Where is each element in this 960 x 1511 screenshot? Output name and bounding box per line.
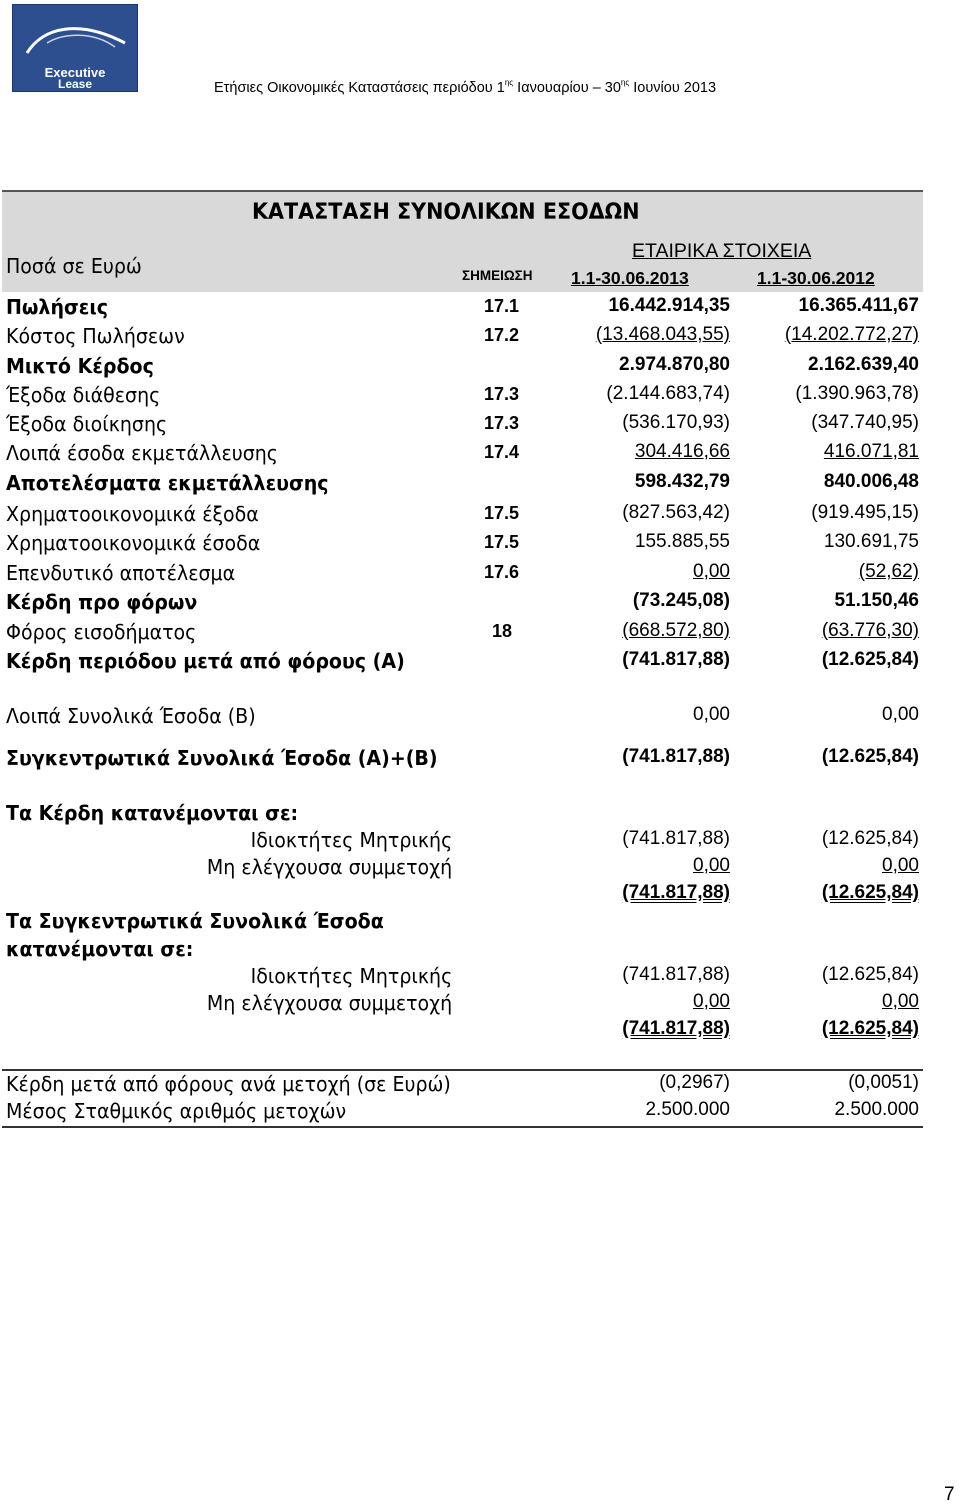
company-logo xyxy=(12,4,138,92)
row-value-2012: 0,00 xyxy=(882,855,919,876)
row-label: Μικτό Κέρδος xyxy=(6,354,154,378)
row-label: Φόρος εισοδήματος xyxy=(6,620,197,644)
company-data-header: ΕΤΑΙΡΙΚΑ ΣΤΟΙΧΕΙΑ xyxy=(632,240,812,262)
row-value-2012: 2.162.639,40 xyxy=(808,354,919,375)
row-value-2012: 0,00 xyxy=(882,991,919,1012)
statement-row xyxy=(0,531,960,559)
statement-row xyxy=(0,1072,960,1100)
row-value-2013: 598.432,79 xyxy=(634,471,730,492)
statement-row xyxy=(0,502,960,530)
row-value-2013: (2.144.683,74) xyxy=(606,383,730,404)
row-label: Κέρδη προ φόρων xyxy=(6,590,198,614)
page-number: 7 xyxy=(944,1484,955,1505)
section-label: Τα Συγκεντρωτικά Συνολικά Έσοδα xyxy=(6,909,384,933)
row-total-2012: (12.625,84) xyxy=(821,882,919,903)
statement-row xyxy=(0,383,960,411)
statement-row xyxy=(0,649,960,677)
header-sup-2: ης xyxy=(620,78,630,87)
row-value-2012: (347.740,95) xyxy=(811,412,919,433)
row-value-2012: (52,62) xyxy=(858,561,919,582)
header-sup-1: ης xyxy=(504,78,514,87)
statement-row xyxy=(0,561,960,589)
section-label: Τα Κέρδη κατανέμονται σε: xyxy=(6,801,299,825)
row-value-2012: (0,0051) xyxy=(848,1072,919,1093)
row-label: Κέρδη μετά από φόρους ανά μετοχή (σε Ευρώ) xyxy=(6,1072,451,1096)
row-note: 17.6 xyxy=(484,562,520,582)
row-label: Μη ελέγχουσα συμμετοχή xyxy=(206,855,452,879)
statement-row xyxy=(0,882,960,910)
statement-row xyxy=(0,441,960,469)
period-2012-header: 1.1-30.06.2012 xyxy=(757,268,875,288)
row-label: Αποτελέσματα εκμετάλλευσης xyxy=(6,471,329,495)
statement-row xyxy=(0,354,960,382)
row-label: Πωλήσεις xyxy=(6,295,109,319)
row-note: 17.3 xyxy=(484,413,520,433)
row-label: Χρηματοοικονομικά έξοδα xyxy=(6,502,259,526)
statement-row xyxy=(0,295,960,323)
row-value-2013: 304.416,66 xyxy=(634,441,730,462)
statement-row xyxy=(0,324,960,352)
statement-row xyxy=(0,801,960,829)
row-value-2012: (12.625,84) xyxy=(821,828,919,849)
row-note: 18 xyxy=(492,621,513,641)
row-value-2012: (919.495,15) xyxy=(811,502,919,523)
row-label: Χρηματοοικονομικά έσοδα xyxy=(6,531,261,555)
row-value-2012: (63.776,30) xyxy=(821,620,919,641)
logo-text-executive: Executive xyxy=(44,65,106,80)
statement-row xyxy=(0,620,960,648)
row-value-2012: 16.365.411,67 xyxy=(798,295,919,316)
row-value-2012: (12.625,84) xyxy=(821,746,919,767)
statement-row xyxy=(0,855,960,883)
row-total-2012: (12.625,84) xyxy=(821,1018,919,1039)
logo-text-lease: Lease xyxy=(57,77,93,91)
document-header xyxy=(214,78,716,96)
header-text-2: Ιανουαρίου – 30 xyxy=(513,80,621,96)
statement-row xyxy=(0,828,960,856)
statement-row xyxy=(0,412,960,440)
header-text-3: Ιουνίου 2013 xyxy=(629,80,717,96)
row-value-2012: (1.390.963,78) xyxy=(795,383,919,404)
row-value-2013: 0,00 xyxy=(693,561,730,582)
row-label: Επενδυτικό αποτέλεσμα xyxy=(6,561,236,585)
header-text-1: Ετήσιες Οικονομικές Καταστάσεις περιόδου 1 xyxy=(214,80,505,96)
row-value-2012: 416.071,81 xyxy=(823,441,919,462)
row-note: 17.5 xyxy=(484,503,520,523)
row-label: Λοιπά έσοδα εκμετάλλευσης xyxy=(6,441,278,465)
row-total-2013: (741.817,88) xyxy=(622,882,730,903)
row-value-2013: 16.442.914,35 xyxy=(608,295,730,316)
row-value-2012: 51.150,46 xyxy=(834,590,919,611)
row-value-2013: 0,00 xyxy=(693,704,730,725)
row-label: Συγκεντρωτικά Συνολικά Έσοδα (Α)+(Β) xyxy=(6,746,438,770)
row-value-2013: (668.572,80) xyxy=(622,620,730,641)
amounts-label: Ποσά σε Ευρώ xyxy=(6,254,142,278)
row-note: 17.4 xyxy=(484,442,520,462)
row-value-2013: (741.817,88) xyxy=(622,828,730,849)
row-label: Κέρδη περιόδου μετά από φόρους (Α) xyxy=(6,649,405,673)
statement-row xyxy=(0,991,960,1019)
row-value-2013: (536.170,93) xyxy=(622,412,730,433)
row-value-2012: 2.500.000 xyxy=(834,1099,919,1120)
row-value-2012: 130.691,75 xyxy=(823,531,919,552)
row-value-2012: 0,00 xyxy=(882,704,919,725)
row-value-2013: 2.500.000 xyxy=(645,1099,730,1120)
row-value-2013: (0,2967) xyxy=(659,1072,730,1093)
row-label: Ιδιοκτήτες Μητρικής xyxy=(250,828,452,852)
statement-row xyxy=(0,964,960,992)
row-value-2013: (13.468.043,55) xyxy=(595,324,730,345)
row-value-2013: (741.817,88) xyxy=(622,964,730,985)
row-label: Έξοδα διοίκησης xyxy=(6,412,168,436)
row-note: 17.5 xyxy=(484,532,520,552)
row-label: Ιδιοκτήτες Μητρικής xyxy=(250,964,452,988)
section-label: κατανέμονται σε: xyxy=(6,937,194,961)
row-note: 17.2 xyxy=(484,325,520,345)
row-label: Μη ελέγχουσα συμμετοχή xyxy=(206,991,452,1015)
statement-row xyxy=(0,909,960,937)
row-label: Λοιπά Συνολικά Έσοδα (Β) xyxy=(6,704,256,728)
row-value-2013: (741.817,88) xyxy=(622,649,730,670)
statement-title: ΚΑΤΑΣΤΑΣΗ ΣΥΝΟΛΙΚΩΝ ΕΣΟΔΩΝ xyxy=(252,200,640,225)
divider xyxy=(2,1069,923,1071)
row-value-2012: (14.202.772,27) xyxy=(784,324,919,345)
row-label: Κόστος Πωλήσεων xyxy=(6,324,185,348)
row-note: 17.3 xyxy=(484,384,520,404)
statement-row xyxy=(0,471,960,499)
row-label: Έξοδα διάθεσης xyxy=(6,383,161,407)
row-total-2013: (741.817,88) xyxy=(622,1018,730,1039)
row-value-2013: 2.974.870,80 xyxy=(619,354,730,375)
row-label: Μέσος Σταθμικός αριθμός μετοχών xyxy=(6,1099,347,1123)
statement-row xyxy=(0,704,960,732)
period-2013-header: 1.1-30.06.2013 xyxy=(571,268,689,288)
row-note: 17.1 xyxy=(484,296,520,316)
car-emblem-icon xyxy=(23,13,129,61)
row-value-2012: 840.006,48 xyxy=(823,471,919,492)
row-value-2013: 0,00 xyxy=(693,855,730,876)
row-value-2012: (12.625,84) xyxy=(821,964,919,985)
statement-row xyxy=(0,746,960,774)
row-value-2013: (73.245,08) xyxy=(632,590,730,611)
row-value-2013: 155.885,55 xyxy=(634,531,730,552)
statement-row xyxy=(0,937,960,965)
row-value-2013: (741.817,88) xyxy=(622,746,730,767)
row-value-2013: (827.563,42) xyxy=(622,502,730,523)
divider xyxy=(2,1126,923,1128)
statement-row xyxy=(0,590,960,618)
statement-row xyxy=(0,1018,960,1046)
statement-row xyxy=(0,1099,960,1127)
row-value-2013: 0,00 xyxy=(693,991,730,1012)
note-column-header: ΣΗΜΕΙΩΣΗ xyxy=(462,268,533,283)
row-value-2012: (12.625,84) xyxy=(821,649,919,670)
